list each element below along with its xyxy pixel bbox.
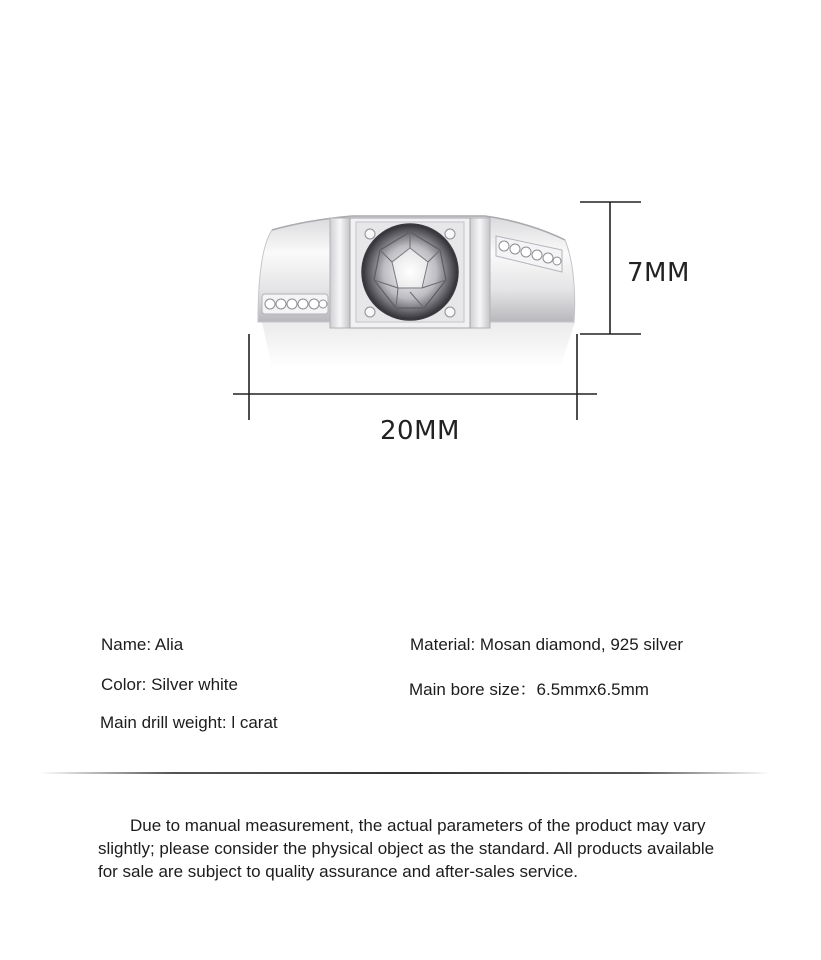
spec-drill-weight: Main drill weight: l carat xyxy=(100,713,278,732)
height-label: 7MM xyxy=(627,258,690,288)
measurement-notice: Due to manual measurement, the actual parameters of the product may vary slightly; please consider the physical object as the standard. All products available for sale are subject to quality assurance and after-sales service. xyxy=(98,816,715,881)
spec-color: Color: Silver white xyxy=(101,675,238,694)
left-shoulder xyxy=(330,218,350,328)
right-shoulder xyxy=(470,218,490,328)
spec-bore-size: Main bore size：6.5mmx6.5mm xyxy=(409,680,649,699)
ring-reflection xyxy=(262,322,575,368)
spec-material: Material: Mosan diamond, 925 silver xyxy=(410,635,684,654)
section-divider xyxy=(40,772,770,774)
width-label: 20MM xyxy=(380,416,460,446)
spec-name: Name: Alia xyxy=(101,635,184,654)
center-stone xyxy=(362,224,458,320)
